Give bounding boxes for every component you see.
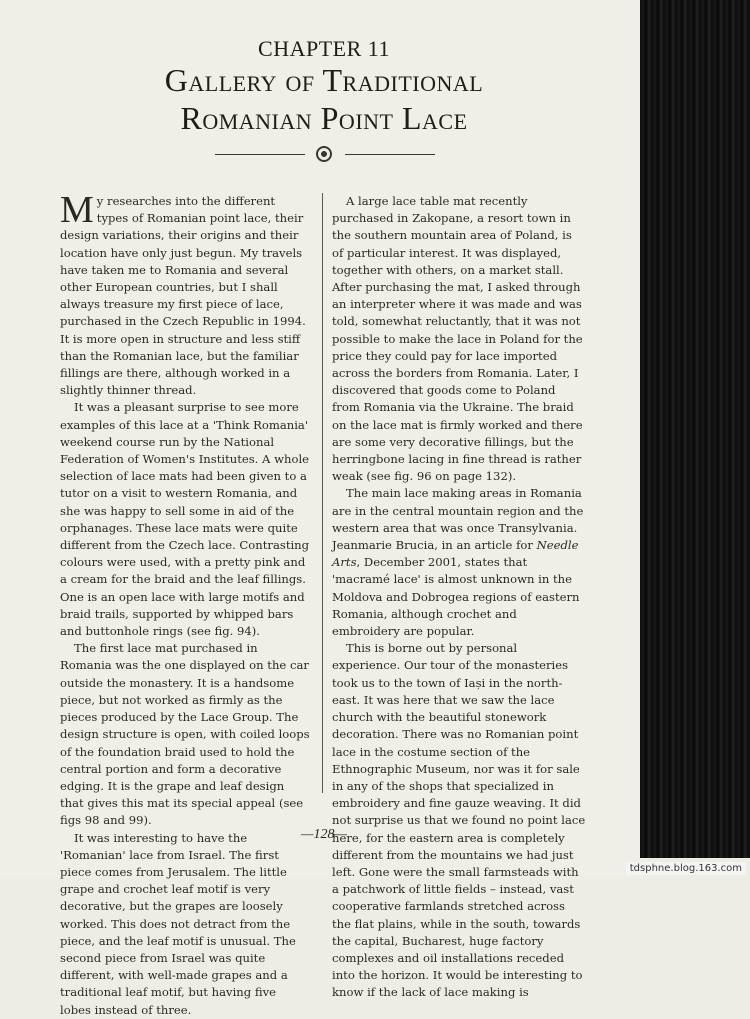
chapter-title-line-2: Romanian Point Lace bbox=[180, 100, 468, 136]
chapter-title-line-1: Gallery of Traditional bbox=[164, 62, 484, 98]
paragraph: It was interesting to have the 'Romanian' lace from Israel. The first piece comes from Jerusalem. The little grape and crochet leaf motif is very decorative, but the grapes are loosely worked. This does not detract from the piece, and the leaf motif is unusual. The second piece from Israel was quite different, with well-made grapes and a traditional leaf motif, but having five lobes instead of three. bbox=[60, 830, 296, 1017]
left-column bbox=[60, 189, 310, 1019]
paragraph: It was a pleasant surprise to see more examples of this lace at a 'Think Romania' weekend course run by the National Federation of Women's Institutes. A whole selection of lace mats had been given to a tutor on a visit to western Romania, and she was happy to sell some in aid of the orphanages. These lace mats were quite different from the Czech lace. Contrasting colours were used, with a pretty pink and a cream for the braid and the leaf fillings. One is an open lace with large motifs and braid trails, supported by whipped bars and buttonhole rings (see fig. 94). bbox=[60, 400, 310, 639]
paragraph: The main lace making areas in Romania are in the central mountain region and the western area that was once Transylvania. Jeanmarie Brucia, in an article for Needle Arts, December 2001, states that 'macramé lace' is almost unknown in the Moldova and Dobrogea regions of eastern Romania, although crochet and embroidery are popular. bbox=[332, 486, 584, 639]
title-ornament bbox=[215, 146, 435, 164]
page-edge-scan bbox=[640, 0, 750, 858]
drop-cap: M bbox=[60, 189, 94, 231]
publication-title: Needle Arts bbox=[332, 538, 579, 570]
page-number: —128— bbox=[301, 827, 347, 842]
watermark: tdsphne.blog.163.com bbox=[626, 862, 746, 875]
ornament-rule-left bbox=[215, 154, 305, 155]
right-column bbox=[332, 193, 586, 1002]
ornament-rule-right bbox=[345, 154, 435, 155]
paragraph: The first lace mat purchased in Romania was the one displayed on the car outside the monastery. It is a handsome piece, but not worked as firmly as the pieces produced by the Lace Group. The design structure is open, with coiled loops of the foundation braid used to hold the central portion and form a decorative edging. It is the grape and leaf design that gives this mat its special appeal (see figs 98 and 99). bbox=[60, 641, 310, 828]
paragraph: My researches into the different types of Romanian point lace, their design variations, their origins and their location have only just begun. My travels have taken me to Romania and several other European countries, but I shall always treasure my first piece of lace, purchased in the Czech Republic in 1994. It is more open in structure and less stiff than the Romanian lace, but the familiar fillings are there, although worked in a slightly thinner thread. bbox=[60, 189, 306, 398]
chapter-number: CHAPTER 11 bbox=[258, 36, 390, 61]
rosette-icon bbox=[316, 146, 332, 162]
paragraph: A large lace table mat recently purchased in Zakopane, a resort town in the southern mountain area of Poland, is of particular interest. It was displayed, together with others, on a market stall. After purchasing the mat, I asked through an interpreter where it was made and was told, somewhat reluctantly, that it was not possible to make the lace in Poland for the price they could pay for lace imported across the borders from Romania. Later, I discovered that goods come to Poland from Romania via the Ukraine. The braid on the lace mat is firmly worked and there are some very decorative fillings, but the herringbone lacing in fine thread is rather weak (see fig. 96 on page 132). bbox=[332, 194, 583, 484]
column-divider bbox=[322, 193, 323, 793]
paragraph: This is borne out by personal experience. Our tour of the monasteries took us to the town of Iași in the north-east. It was here that we saw the lace church with the beautiful stonework decoration. There was no Romanian point lace in the costume section of the Ethnographic Museum, nor was it for sale in any of the shops that specialized in embroidery and fine gauze weaving. It did not surprise us that we found no point lace here, for the eastern area is completely different from the mountains we had just left. Gone were the small farmsteads with a patchwork of little fields – instead, vast cooperative farmlands stretched across the flat plains, while in the south, towards the capital, Bucharest, huge factory complexes and oil installations receded into the horizon. It would be interesting to know if the lack of lace making is bbox=[332, 641, 586, 1000]
